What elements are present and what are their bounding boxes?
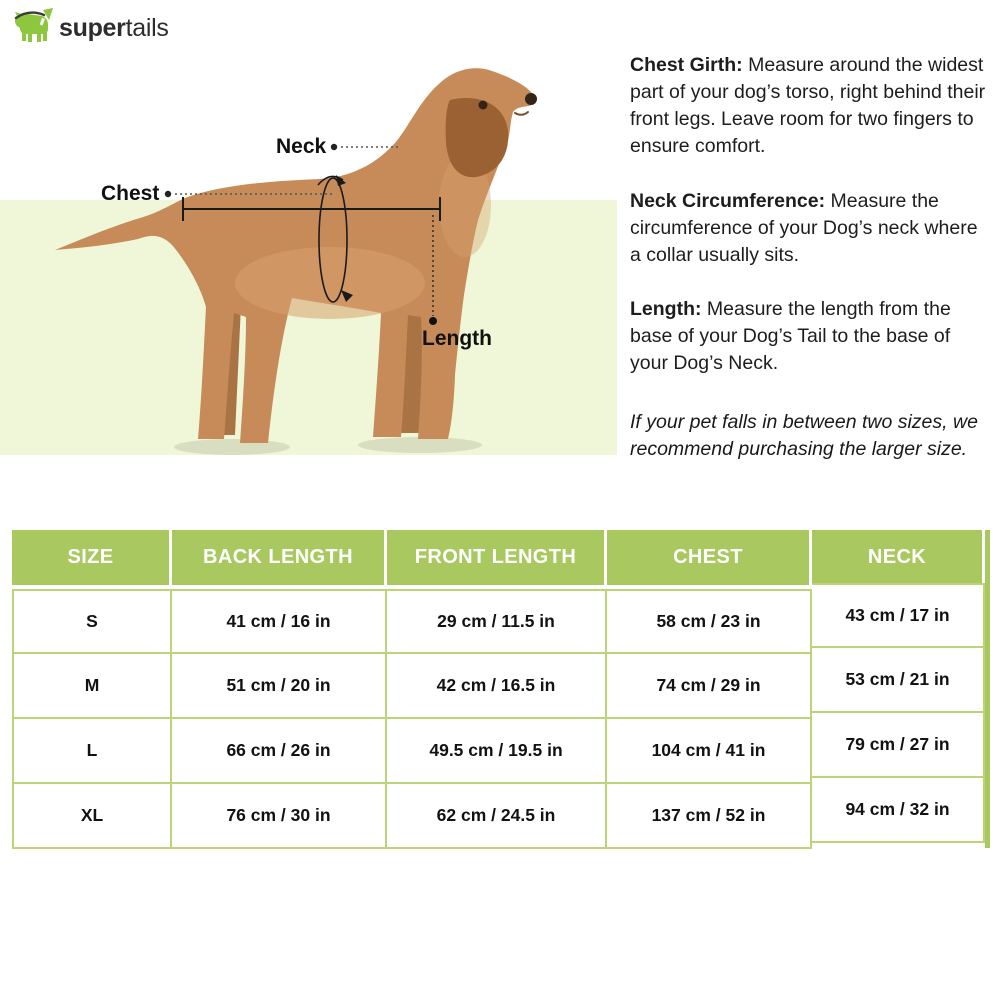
length-instruction-body: Measure the length from the base of your Dog’s Tail to the base of your Dog’s Neck. bbox=[630, 298, 951, 374]
table-cell: 29 cm / 11.5 in bbox=[387, 589, 607, 654]
size-chart-table bbox=[12, 530, 985, 849]
table-cell: L bbox=[12, 719, 172, 784]
table-cell: 43 cm / 17 in bbox=[812, 583, 985, 648]
length-diagram-label: Length bbox=[422, 327, 492, 350]
column-header-neck: NECK bbox=[812, 530, 985, 585]
length-instruction bbox=[630, 296, 993, 377]
chest-girth-instruction-title: Chest Girth: bbox=[630, 54, 743, 76]
table-cell: 76 cm / 30 in bbox=[172, 784, 387, 849]
measurement-annotations bbox=[0, 55, 620, 460]
chest-column bbox=[607, 530, 812, 849]
table-cell: 58 cm / 23 in bbox=[607, 589, 812, 654]
table-cell: 66 cm / 26 in bbox=[172, 719, 387, 784]
table-cell: M bbox=[12, 654, 172, 719]
table-cell: S bbox=[12, 589, 172, 654]
column-header-size: SIZE bbox=[12, 530, 172, 585]
size-column bbox=[12, 530, 172, 849]
front-length-column bbox=[387, 530, 607, 849]
table-cell: 104 cm / 41 in bbox=[607, 719, 812, 784]
neck-circumference-instruction-title: Neck Circumference: bbox=[630, 190, 826, 212]
table-cell: 49.5 cm / 19.5 in bbox=[387, 719, 607, 784]
neck-column bbox=[812, 530, 985, 849]
back-length-column bbox=[172, 530, 387, 849]
chest-diagram-label: Chest bbox=[101, 182, 160, 205]
neck-circumference-instruction bbox=[630, 188, 993, 269]
supertails-dog-icon bbox=[14, 8, 56, 49]
table-cell: 94 cm / 32 in bbox=[812, 778, 985, 843]
brand-wordmark-light: tails bbox=[125, 14, 169, 42]
neck-diagram-label: Neck bbox=[276, 135, 327, 158]
table-cell: 51 cm / 20 in bbox=[172, 654, 387, 719]
sizing-note: If your pet falls in between two sizes, we recommend purchasing the larger size. bbox=[630, 411, 978, 460]
table-right-accent-bar bbox=[985, 530, 990, 848]
column-header-front-length: FRONT LENGTH bbox=[387, 530, 607, 585]
table-cell: 42 cm / 16.5 in bbox=[387, 654, 607, 719]
table-cell: 53 cm / 21 in bbox=[812, 648, 985, 713]
neck-circumference-instruction-body: Measure the circumference of your Dog’s neck where a collar usually sits. bbox=[630, 190, 978, 266]
chest-girth-instruction bbox=[630, 52, 993, 160]
brand-wordmark bbox=[59, 14, 169, 43]
brand-logo bbox=[14, 8, 169, 49]
table-cell: 62 cm / 24.5 in bbox=[387, 784, 607, 849]
column-header-back-length: BACK LENGTH bbox=[172, 530, 387, 585]
brand-wordmark-bold: super bbox=[59, 14, 126, 42]
length-instruction-title: Length: bbox=[630, 298, 702, 320]
table-cell: 74 cm / 29 in bbox=[607, 654, 812, 719]
column-header-chest: CHEST bbox=[607, 530, 812, 585]
table-cell: 79 cm / 27 in bbox=[812, 713, 985, 778]
chest-girth-instruction-body: Measure around the widest part of your dog’s torso, right behind their front legs. Leave room for two fingers to ensure comfort. bbox=[630, 54, 986, 157]
table-cell: 137 cm / 52 in bbox=[607, 784, 812, 849]
table-cell: 41 cm / 16 in bbox=[172, 589, 387, 654]
table-cell: XL bbox=[12, 784, 172, 849]
